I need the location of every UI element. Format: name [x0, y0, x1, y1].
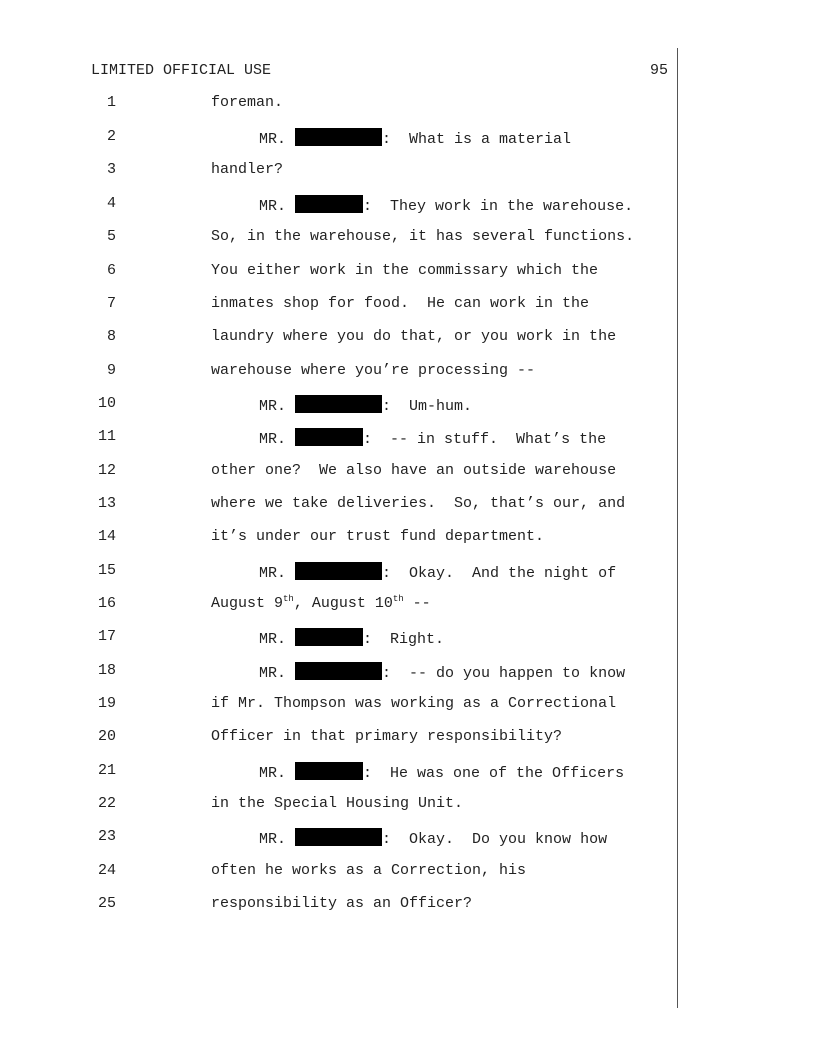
transcript-line — [0, 795, 676, 813]
line-text: often he works as a Correction, his — [211, 862, 527, 879]
line-number: 11 — [97, 428, 116, 445]
line-text: : What is a material — [382, 131, 572, 148]
speaker-line — [259, 662, 625, 683]
line-text: if Mr. Thompson was working as a Correctional — [211, 695, 617, 712]
line-number: 13 — [97, 495, 116, 512]
line-number: 4 — [106, 195, 116, 212]
line-text: where we take deliveries. So, that’s our, and — [211, 495, 626, 512]
line-text: You either work in the commissary which the — [211, 262, 599, 279]
speaker-prefix: MR. — [259, 431, 287, 448]
redaction-box — [295, 828, 382, 846]
line-number: 19 — [97, 695, 116, 712]
transcript-line — [0, 362, 676, 380]
line-number: 15 — [97, 562, 116, 579]
speaker-line — [259, 428, 606, 449]
trailing-text: -- — [403, 595, 431, 612]
transcript-line — [0, 862, 676, 880]
line-number: 1 — [106, 94, 116, 111]
speaker-line — [259, 628, 444, 649]
line-number: 5 — [106, 228, 116, 245]
line-number: 9 — [106, 362, 116, 379]
transcript-line — [0, 395, 676, 413]
classification-header: LIMITED OFFICIAL USE — [91, 62, 272, 79]
transcript-line — [0, 828, 676, 846]
line-number: 7 — [106, 295, 116, 312]
speaker-prefix: MR. — [259, 765, 287, 782]
date-text: , August 10 — [293, 595, 393, 612]
line-text: : Right. — [363, 631, 445, 648]
line-text: So, in the warehouse, it has several functions. — [211, 228, 635, 245]
speaker-line — [259, 395, 472, 416]
redaction-box — [295, 395, 382, 413]
redaction-box — [295, 662, 382, 680]
speaker-line — [259, 562, 616, 583]
line-text: inmates shop for food. He can work in the — [211, 295, 590, 312]
transcript-line — [0, 262, 676, 280]
line-text: : Okay. And the night of — [382, 565, 617, 582]
transcript-line — [0, 895, 676, 913]
line-text: : Okay. Do you know how — [382, 831, 608, 848]
line-number: 14 — [97, 528, 116, 545]
right-margin-rule — [677, 48, 678, 1008]
line-number: 25 — [97, 895, 116, 912]
transcript-line — [0, 528, 676, 546]
speaker-prefix: MR. — [259, 398, 287, 415]
transcript-line — [0, 662, 676, 680]
line-text — [211, 595, 431, 613]
transcript-line — [0, 328, 676, 346]
line-number: 17 — [97, 628, 116, 645]
speaker-prefix: MR. — [259, 565, 287, 582]
line-number: 21 — [97, 762, 116, 779]
line-number: 6 — [106, 262, 116, 279]
line-number: 18 — [97, 662, 116, 679]
speaker-line — [259, 128, 571, 149]
transcript-line — [0, 94, 676, 112]
line-text: handler? — [211, 161, 284, 178]
line-number: 24 — [97, 862, 116, 879]
line-text: laundry where you do that, or you work in the — [211, 328, 617, 345]
transcript-line — [0, 228, 676, 246]
line-text: : -- in stuff. What’s the — [363, 431, 607, 448]
line-text: it’s under our trust fund department. — [211, 528, 545, 545]
line-text: : Um-hum. — [382, 398, 473, 415]
transcript-line — [0, 595, 676, 613]
line-text: in the Special Housing Unit. — [211, 795, 464, 812]
line-number: 20 — [97, 728, 116, 745]
transcript-line — [0, 462, 676, 480]
transcript-line — [0, 161, 676, 179]
line-number: 23 — [97, 828, 116, 845]
line-text: : They work in the warehouse. — [363, 198, 634, 215]
transcript-line — [0, 728, 676, 746]
line-text: responsibility as an Officer? — [211, 895, 473, 912]
line-number: 10 — [97, 395, 116, 412]
line-text: other one? We also have an outside warehouse — [211, 462, 617, 479]
speaker-line — [259, 195, 633, 216]
line-text: Officer in that primary responsibility? — [211, 728, 563, 745]
speaker-line — [259, 762, 624, 783]
speaker-prefix: MR. — [259, 831, 287, 848]
transcript-line — [0, 195, 676, 213]
redaction-box — [295, 762, 363, 780]
line-number: 22 — [97, 795, 116, 812]
date-text: August 9 — [211, 595, 284, 612]
line-number: 2 — [106, 128, 116, 145]
line-number: 3 — [106, 161, 116, 178]
line-text: : -- do you happen to know — [382, 665, 626, 682]
transcript-line — [0, 128, 676, 146]
transcript-line — [0, 628, 676, 646]
redaction-box — [295, 562, 382, 580]
transcript-line — [0, 295, 676, 313]
line-number: 16 — [97, 595, 116, 612]
ordinal-suffix: th — [392, 594, 404, 604]
redaction-box — [295, 195, 363, 213]
redaction-box — [295, 128, 382, 146]
transcript-line — [0, 762, 676, 780]
transcript-line — [0, 495, 676, 513]
redaction-box — [295, 428, 363, 446]
line-text: foreman. — [211, 94, 284, 111]
speaker-prefix: MR. — [259, 631, 287, 648]
line-number: 8 — [106, 328, 116, 345]
speaker-line — [259, 828, 607, 849]
line-text: warehouse where you’re processing -- — [211, 362, 536, 379]
redaction-box — [295, 628, 363, 646]
speaker-prefix: MR. — [259, 198, 287, 215]
line-text: : He was one of the Officers — [363, 765, 625, 782]
page-number: 95 — [649, 62, 668, 79]
ordinal-suffix: th — [283, 594, 294, 604]
line-number: 12 — [97, 462, 116, 479]
speaker-prefix: MR. — [259, 665, 287, 682]
transcript-line — [0, 428, 676, 446]
transcript-line — [0, 695, 676, 713]
speaker-prefix: MR. — [259, 131, 287, 148]
transcript-line — [0, 562, 676, 580]
